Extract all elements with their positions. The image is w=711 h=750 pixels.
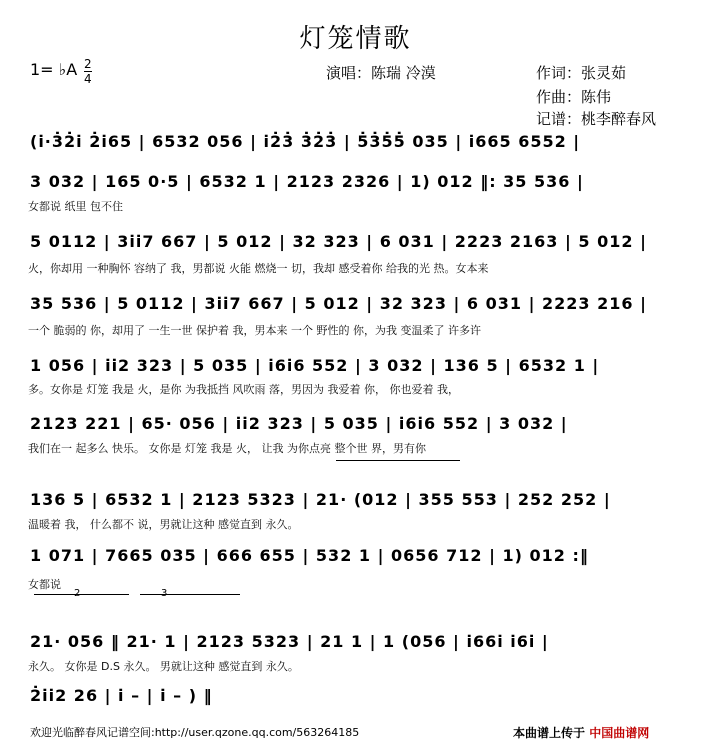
lyrics-row-7: 温暖着 我， 什么都不 说，男就让这种 感觉直到 永久。 <box>28 518 299 531</box>
lyrics-row-2: 女都说 纸里 包不住 <box>28 200 123 213</box>
score-row-4: 35 536 | 5 0112 | 3i̇i̇7 667 | 5 012 | 32 323 | 6 031 | 2223 216 | <box>30 294 647 313</box>
volta-number-first: 2 <box>74 588 81 599</box>
notation-credit: 记谱：桃李醉春风 <box>536 110 657 128</box>
singer-credit: 演唱：陈瑞 冷漠 <box>326 64 436 82</box>
footer-upload-note <box>513 724 649 741</box>
volta-number-second: 3 <box>161 588 168 599</box>
score-row-1: (i̇·3̇2̇i̇ 2̇i̇65 | 6532 056 | i̇2̇3̇ 3̇2̇3̇ | 5̇3̇5̇5̇ 035 | i̇665 6552 | <box>30 132 581 151</box>
score-row-10: 2̇i̇i̇2 26 | i̇ – | i̇ – ) ‖ <box>30 686 213 705</box>
score-row-5: 1 056 | i̇i̇2 323 | 5 035 | i̇6i̇6 552 | 3 032 | 136 5 | 6532 1 | <box>30 356 600 375</box>
score-row-7: 136 5 | 6532 1 | 2123 5323 | 21· (012 | 355 553 | 252 252 | <box>30 490 611 509</box>
score-row-6: 2123 221 | 65· 056 | i̇i̇2 323 | 5 035 | i̇6i̇6 552 | 3 032 | <box>30 414 568 433</box>
lyrics-row-8: 女都说 <box>28 578 61 591</box>
lyrics-row-9: 永久。 女你是 D.S 永久。 男就让这种 感觉直到 永久。 <box>28 660 299 673</box>
time-signature <box>84 58 92 85</box>
volta-bracket-2 <box>140 594 240 595</box>
footer-upload-text: 本曲谱上传于 <box>513 726 586 740</box>
time-signature-top: 2 <box>84 57 92 71</box>
key-signature: 1= ♭A <box>30 60 78 79</box>
score-row-2: 3 032 | 165 0·5 | 6532 1 | 2123 2326 | 1) 012 ‖: 35 536 | <box>30 172 584 191</box>
lyrics-row-6: 我们在一 起多么 快乐。 女你是 灯笼 我是 火， 让我 为你点亮 整个世 界，男有你 <box>28 442 426 455</box>
volta-bracket-top <box>336 460 460 461</box>
site-logo: 中国曲谱网 <box>589 726 650 740</box>
lyricist-credit: 作词：张灵茹 <box>536 64 627 82</box>
score-row-9: 21· 056 ‖ 21· 1 | 2123 5323 | 21 1 | 1 (056 | i̇66i̇ i̇6i̇ | <box>30 632 549 651</box>
score-row-8: 1 071 | 7665 035 | 666 655 | 532 1 | 0656 712 | 1) 012 :‖ <box>30 546 589 565</box>
score-row-3: 5 0112 | 3i̇i̇7 667 | 5 012 | 32 323 | 6 031 | 2223 2163 | 5 012 | <box>30 232 647 251</box>
volta-bracket-1 <box>34 594 129 595</box>
song-title: 灯笼情歌 <box>299 24 412 54</box>
lyrics-row-3: 火，你却用 一种胸怀 容纳了 我，男都说 火能 燃烧一 切，我却 感受着你 给我的光 热。女本来 <box>28 262 489 275</box>
composer-credit: 作曲：陈伟 <box>536 88 612 106</box>
time-signature-bottom: 4 <box>84 72 92 86</box>
lyrics-row-5: 多。女你是 灯笼 我是 火，是你 为我抵挡 风吹雨 落，男因为 我爱着 你， 你也爱着 我， <box>28 383 459 396</box>
lyrics-row-4: 一个 脆弱的 你，却用了 一生一世 保护着 我，男本来 一个 野性的 你，为我 变温柔了 许多许 <box>28 324 481 337</box>
footer-url: 欢迎光临醉春风记谱空间:http://user.qzone.qq.com/563264185 <box>30 726 360 739</box>
